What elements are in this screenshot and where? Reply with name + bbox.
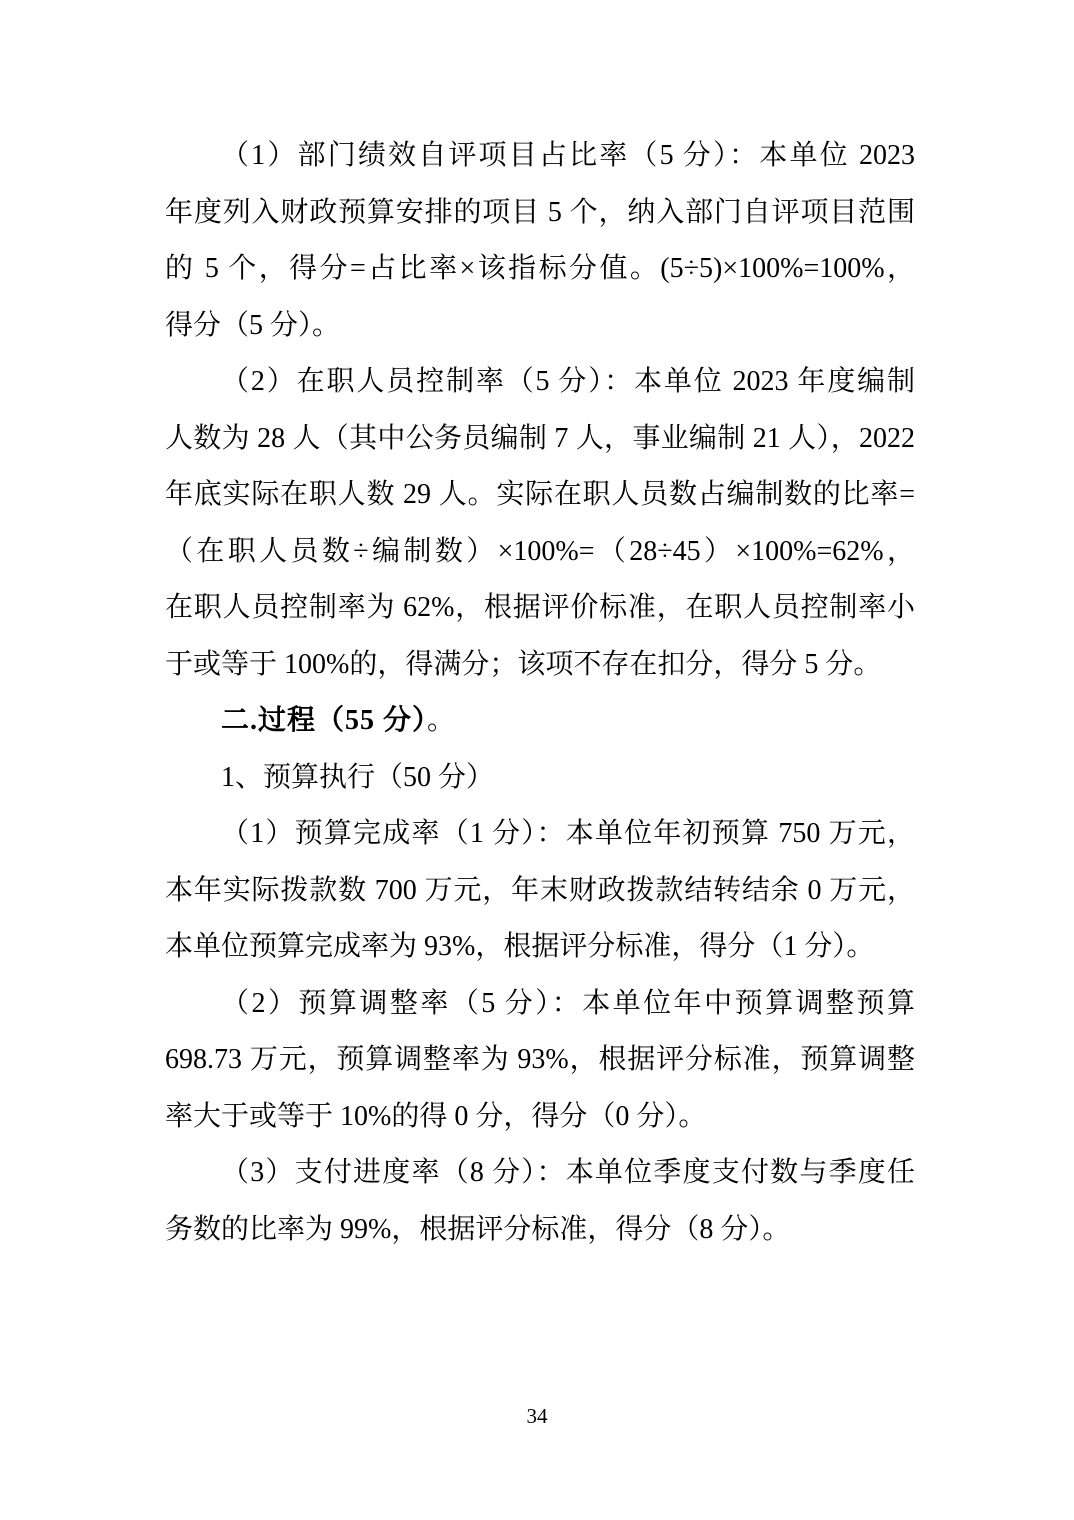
paragraph-1-line-1: （1）部门绩效自评项目占比率（5 分）：本单位 2023 bbox=[221, 140, 915, 171]
paragraph-7-line-1: （3）支付进度率（8 分）：本单位季度支付数与季度任 bbox=[221, 1157, 915, 1188]
paragraph-5-line-2: 本年实际拨款数 700 万元，年末财政拨款结转结余 0 万元， bbox=[165, 874, 915, 906]
paragraph-2-line-4: （在职人员数÷编制数）×100%=（28÷45）×100%=62%， bbox=[165, 535, 915, 567]
paragraph-1-line-3: 的 5 个，得分=占比率×该指标分值。(5÷5)×100%=100%， bbox=[165, 253, 915, 284]
section-heading-period: 。 bbox=[427, 705, 456, 736]
paragraph-5-line-3: 本单位预算完成率为 93%，根据评分标准，得分（1 分）。 bbox=[165, 931, 875, 962]
paragraph-2-line-2: 人数为 28 人（其中公务员编制 7 人，事业编制 21 人），2022 bbox=[165, 422, 915, 454]
paragraph-6-line-3: 率大于或等于 10%的得 0 分，得分（0 分）。 bbox=[165, 1100, 707, 1132]
paragraph-6-line-2: 698.73 万元，预算调整率为 93%，根据评分标准，预算调整 bbox=[165, 1044, 915, 1075]
paragraph-2-line-1: （2）在职人员控制率（5 分）：本单位 2023 年度编制 bbox=[221, 366, 915, 397]
paragraph-7-line-2: 务数的比率为 99%，根据评分标准，得分（8 分）。 bbox=[165, 1213, 791, 1245]
paragraph-2-line-6: 于或等于 100%的，得满分；该项不存在扣分，得分 5 分。 bbox=[165, 648, 882, 680]
paragraph-6-line-1: （2）预算调整率（5 分）：本单位年中预算调整预算 bbox=[221, 987, 915, 1019]
section-heading bbox=[165, 693, 915, 750]
document-body bbox=[165, 128, 915, 1258]
subsection-heading: 1、预算执行（50 分） bbox=[221, 761, 495, 793]
page-number: 34 bbox=[526, 1404, 548, 1428]
section-heading-text: 二.过程（55 分） bbox=[221, 705, 428, 736]
paragraph-1-line-2: 年度列入财政预算安排的项目 5 个，纳入部门自评项目范围 bbox=[165, 196, 915, 228]
paragraph-2-line-3: 年底实际在职人数 29 人。实际在职人员数占编制数的比率= bbox=[165, 479, 915, 510]
paragraph-2-line-5: 在职人员控制率为 62%，根据评价标准，在职人员控制率小 bbox=[165, 592, 915, 623]
paragraph-1-line-4: 得分（5 分）。 bbox=[165, 309, 341, 341]
paragraph-5-line-1: （1）预算完成率（1 分）：本单位年初预算 750 万元， bbox=[221, 818, 915, 849]
